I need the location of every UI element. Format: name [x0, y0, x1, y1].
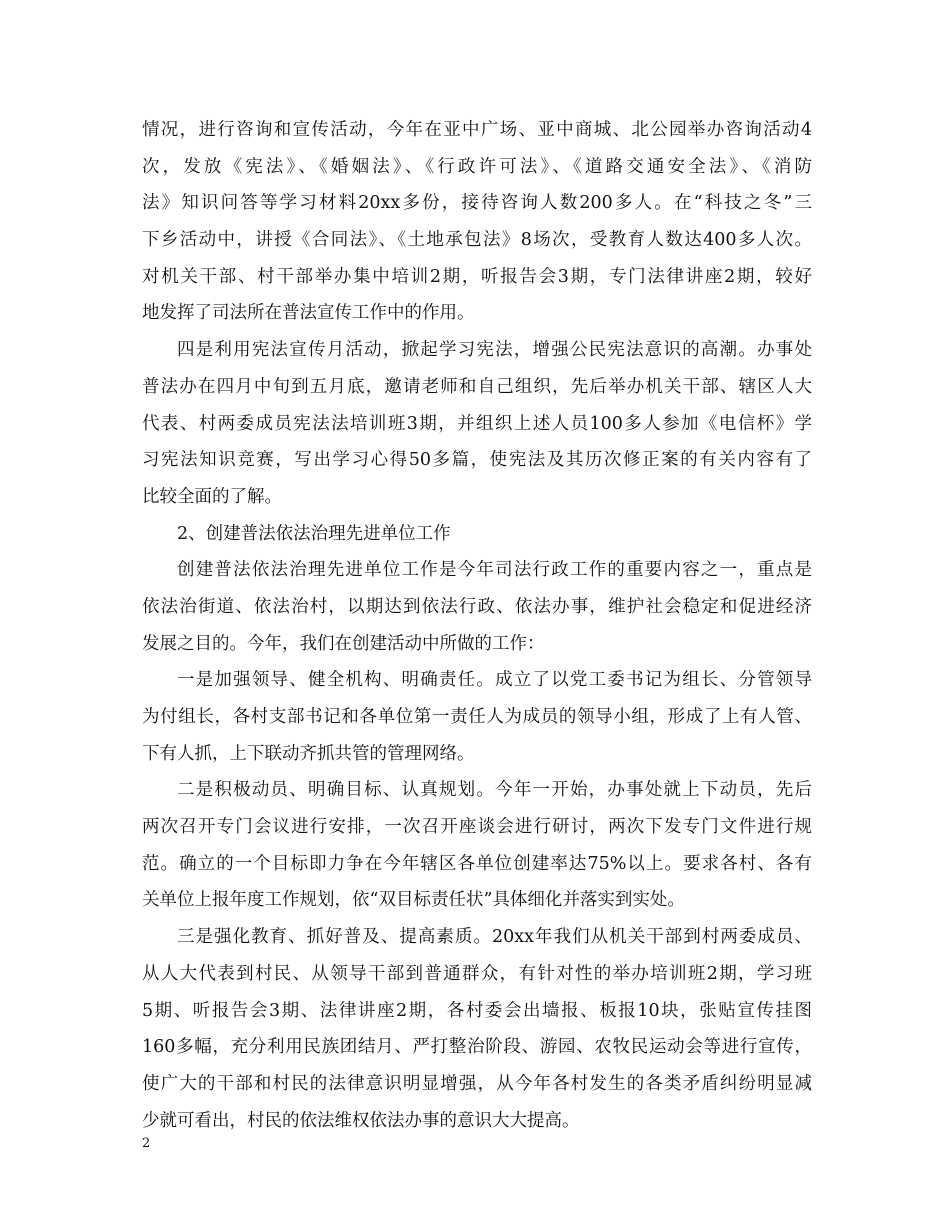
text-line: 为付组长，各村支部书记和各单位第一责任人为成员的领导小组，形成了上有人管、	[142, 707, 812, 727]
paragraph-first-line: 创建普法依法治理先进单位工作是今年司法行政工作的重要内容之一，重点是	[177, 560, 812, 581]
text-line: 依法治街道、依法治村，以期达到依法行政、依法办事，维护社会稳定和促进经济	[142, 596, 812, 617]
text-line: 情况，进行咨询和宣传活动，今年在亚中广场、亚中商城、北公园举办咨询活动4	[142, 120, 812, 140]
text-line: 关单位上报年度工作规划，依“双目标责任状”具体细化并落实到实处。	[142, 890, 685, 911]
text-line: 下乡活动中，讲授《合同法》、《土地承包法》8场次，受教育人数达400多人次。	[142, 230, 812, 251]
text-line: 习宪法知识竞赛，写出学习心得50多篇，使宪法及其历次修正案的有关内容有了	[142, 450, 812, 471]
text-line: 代表、村两委成员宪法法培训班3期，并组织上述人员100多人参加《电信杯》学	[142, 413, 812, 434]
text-line: 两次召开专门会议进行安排，一次召开座谈会进行研讨，两次下发专门文件进行规	[142, 817, 812, 838]
text-line: 下有人抓，上下联动齐抓共管的管理网络。	[142, 743, 475, 764]
paragraph-first-line: 三是强化教育、抓好普及、提高素质。20xx年我们从机关干部到村两委成员、	[177, 927, 812, 948]
section-heading: 2、创建普法依法治理先进单位工作	[177, 523, 451, 544]
text-line: 160多幅，充分利用民族团结月、严打整治阶段、游园、农牧民运动会等进行宣传，	[142, 1037, 812, 1058]
text-line: 少就可看出，村民的依法维权依法办事的意识大大提高。	[142, 1110, 580, 1131]
paragraph-first-line: 一是加强领导、健全机构、明确责任。成立了以党工委书记为组长、分管领导	[177, 670, 812, 691]
text-line: 普法办在四月中旬到五月底，邀请老师和自己组织，先后举办机关干部、辖区人大	[142, 376, 812, 397]
paragraph-first-line: 二是积极动员、明确目标、认真规划。今年一开始，办事处就上下动员，先后	[177, 780, 812, 801]
page-number: 2	[142, 1136, 151, 1151]
text-line: 使广大的干部和村民的法律意识明显增强，从今年各村发生的各类矛盾纠纷明显减	[142, 1073, 812, 1094]
document-body	[142, 112, 812, 1139]
text-line: 对机关干部、村干部举办集中培训2期，听报告会3期，专门法律讲座2期，较好	[142, 266, 812, 287]
text-line: 次，发放《宪法》、《婚姻法》、《行政许可法》、《道路交通安全法》、《消防	[142, 156, 812, 177]
text-line: 从人大代表到村民、从领导干部到普通群众，有针对性的举办培训班2期，学习班	[142, 963, 812, 984]
paragraph-first-line: 四是利用宪法宣传月活动，掀起学习宪法，增强公民宪法意识的高潮。办事处	[177, 340, 812, 361]
text-line: 发展之目的。今年，我们在创建活动中所做的工作：	[142, 633, 545, 654]
text-line: 比较全面的了解。	[142, 486, 282, 507]
text-line: 范。确立的一个目标即力争在今年辖区各单位创建率达75%以上。要求各村、各有	[142, 853, 812, 874]
text-line: 地发挥了司法所在普法宣传工作中的作用。	[142, 303, 475, 324]
text-line: 法》知识问答等学习材料20xx多份，接待咨询人数200多人。在“科技之冬”三	[142, 193, 812, 214]
text-line: 5期、听报告会3期、法律讲座2期，各村委会出墙报、板报10块，张贴宣传挂图	[142, 1000, 812, 1021]
